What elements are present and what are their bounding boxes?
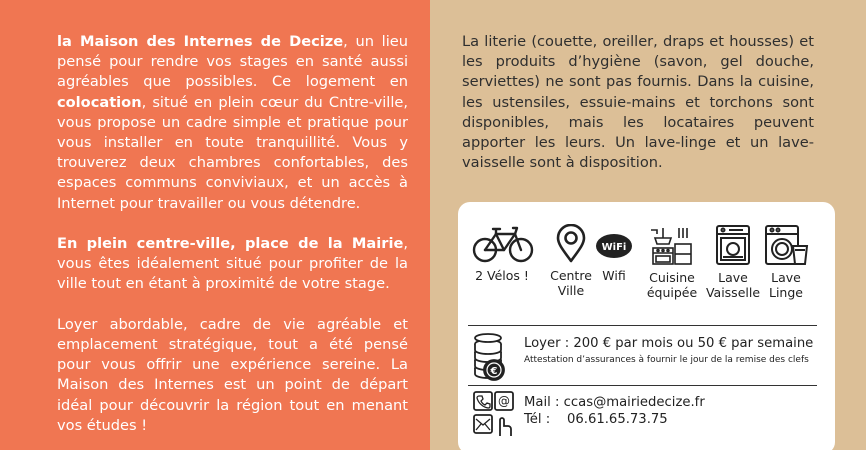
paragraph-location (57, 234, 408, 295)
amenity-bikes (471, 224, 533, 283)
contact-phone: Tél : 06.61.65.73.75 (524, 412, 668, 427)
rent-price: Loyer : 200 € par mois ou 50 € par semaine (524, 336, 814, 351)
amenity-label: Cuisine équipée (646, 270, 698, 300)
wifi-icon (594, 224, 634, 264)
intro-text-1: , un lieu pensé pour rendre vos stages en santé aussi agréables que possibles. Ce logement en (57, 33, 408, 91)
right-panel (430, 0, 866, 450)
rent-info (524, 335, 813, 366)
left-panel (0, 0, 430, 450)
amenity-label: 2 Vélos ! (475, 268, 529, 283)
contact-info (524, 394, 705, 428)
contact-icon (472, 390, 516, 442)
description-text (57, 32, 408, 456)
bicycle-icon (471, 224, 535, 264)
house-name: la Maison des Internes de Decize (57, 33, 344, 50)
paragraph-intro (57, 32, 408, 214)
location-pin-icon (551, 224, 591, 264)
amenities-card (458, 202, 835, 454)
svg-text:€: € (490, 366, 498, 377)
location-keyword: En plein centre-ville, place de la Mairie (57, 235, 404, 253)
amenity-label: Wifi (602, 268, 626, 283)
paragraph-rent: Loyer abordable, cadre de vie agréable et emplacement stratégique, tout a été pensé pour vous offrir une expérience sereine. La Maison des Internes est un point de départ idéal pour découvrir la région tout en menant vos études ! (57, 315, 408, 434)
amenity-label: Centre Ville (550, 268, 592, 298)
amenity-label: Lave Vaisselle (705, 270, 761, 300)
washing-machine-icon (763, 224, 809, 266)
divider (468, 385, 817, 386)
dishwasher-icon (713, 224, 753, 266)
bedding-info-text: La literie (couette, oreiller, draps et housses) et les produits d’hygiène (savon, gel douche, serviettes) ne sont pas fournis. Dans la cuisine, les ustensiles, essuie-mains et torchons sont disponibles, mais les locataires peuvent apporter les leurs. Un lave-linge et un lave-vaisselle sont à disposition. (462, 33, 814, 172)
contact-mail: Mail : ccas@mairiedecize.fr (524, 395, 705, 410)
amenity-washing-machine (755, 224, 817, 300)
colocation-keyword: colocation (57, 93, 142, 111)
insurance-note: Attestation d’assurances à fournir le jour de la remise des clefs (524, 355, 809, 365)
amenity-wifi (593, 224, 635, 283)
svg-text:WiFi: WiFi (601, 242, 627, 253)
svg-text:@: @ (498, 394, 510, 408)
amenity-kitchen (641, 224, 703, 300)
location-text: , vous êtes idéalement situé pour profiter de la ville tout en étant à proximité de votre stage. (57, 235, 408, 293)
coins-euro-icon (472, 332, 516, 388)
divider (468, 325, 817, 326)
amenity-label: Lave Linge (769, 270, 803, 300)
kitchen-icon (649, 224, 695, 266)
intro-text-2: , situé en plein cœur du Cntre-ville, vous propose un cadre simple et pratique pour vous installer en toute tranquillité. Vous y trouverez deux chambres confortables, des espaces communs conviviaux, et un accès à Internet pour travailler ou vous détendre. (57, 93, 408, 212)
